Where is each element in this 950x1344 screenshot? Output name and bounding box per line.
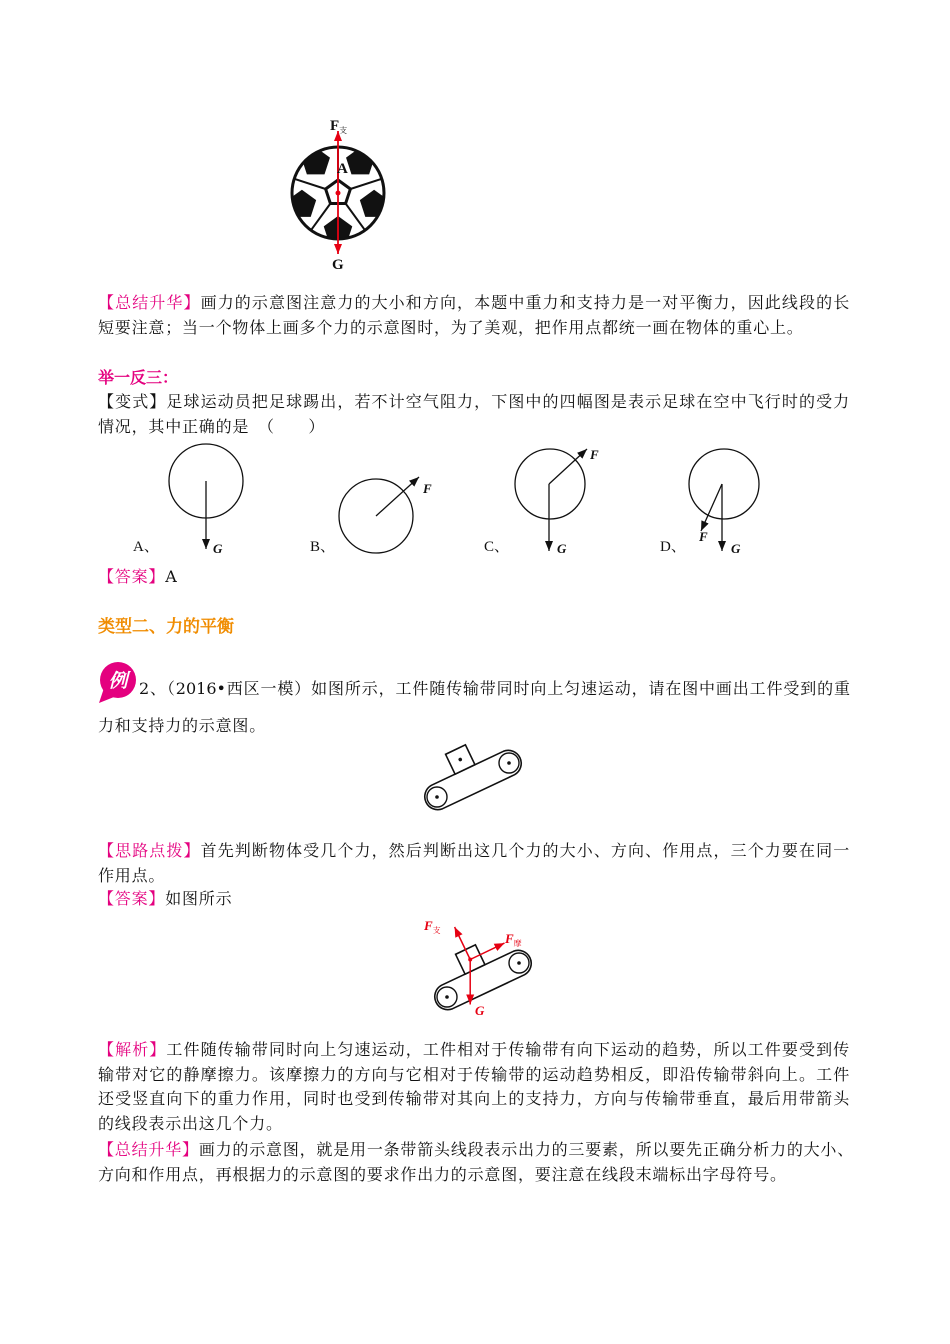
option-a-label: A、 (133, 539, 159, 555)
example-question-continued (98, 714, 850, 739)
example-line-1: 2、（2016•西区一模）如图所示，工件随传输带同时向上匀速运动，请在图中画出工件受到的重 (139, 679, 850, 698)
option-d-label: D、 (660, 539, 686, 555)
option-c-gravity-label: G (557, 541, 567, 556)
support-force-letter: F (330, 118, 340, 134)
summary-2-line-2: 方向和作用点，再根据力的示意图的要求作出力的示意图，要注意在线段末端标出字母符号。 (98, 1164, 787, 1184)
application-point (336, 191, 341, 196)
example-answer-text: 如图所示 (165, 889, 233, 908)
analysis-line-3: 还受竖直向下的重力作用，同时也受到传输带对其向上的支持力，方向与传输带垂直，最后用带箭头 (98, 1089, 850, 1109)
support-force-subscript: 支 (339, 126, 348, 135)
option-d-force-label: F (699, 529, 708, 544)
analysis-text-1: 工件随传输带同时向上匀速运动，工件相对于传输带有向下运动的趋势，所以工件要受到传 (166, 1040, 850, 1059)
variant-text-1: 足球运动员把足球踢出，若不计空气阻力，下图中的四幅图是表示足球在空中飞行时的受力 (166, 392, 850, 411)
variant-line-1 (98, 390, 850, 415)
variant-question (98, 390, 850, 439)
example-question (139, 677, 850, 702)
option-c-figure (515, 447, 599, 556)
support-force-letter: F (424, 918, 433, 933)
option-a-gravity-label: G (213, 541, 223, 556)
support-force-label (423, 918, 441, 935)
friction-force-label (504, 931, 522, 948)
soccer-ball-figure (286, 118, 390, 273)
summary-2-line-1 (98, 1138, 855, 1163)
analysis-label: 【解析】 (98, 1040, 167, 1059)
conveyor-roller-left-axle (445, 995, 449, 999)
variant-answer-text: A (165, 567, 178, 586)
summary-paragraph-1 (98, 291, 850, 340)
example-badge (99, 662, 136, 703)
variant-label: 【变式】 (98, 392, 167, 411)
analysis-paragraph (98, 1038, 850, 1137)
variant-line-2: 情况，其中正确的是 （ ） (98, 416, 326, 436)
option-d-figure (689, 449, 759, 556)
option-b-label: B、 (310, 539, 336, 555)
hint-text-1: 首先判断物体受几个力，然后判断出这几个力的大小、方向、作用点，三个力要在同一 (200, 841, 850, 860)
summary-1-line-2: 短要注意；当一个物体上画多个力的示意图时，为了美观，把作用点都统一画在物体的重心上。 (98, 317, 804, 337)
answer-label: 【答案】 (98, 889, 166, 908)
application-point (468, 958, 472, 962)
support-force-label (330, 118, 347, 135)
conveyor-roller-right-axle (517, 961, 521, 965)
hint-line-1 (98, 839, 850, 864)
friction-force-letter: F (505, 931, 514, 946)
conveyor-question-figure (425, 745, 521, 810)
conveyor-answer-figure (423, 918, 531, 1018)
summary-2-text-1: 画力的示意图，就是用一条带箭头线段表示出力的三要素，所以要先正确分析力的大小、 (198, 1140, 855, 1159)
option-d-force-arrow (701, 484, 722, 531)
analysis-line-1 (98, 1038, 850, 1063)
section-heading: 类型二、力的平衡 (98, 617, 234, 637)
summary-label: 【总结升华】 (98, 1140, 199, 1159)
summary-paragraph-2 (98, 1138, 855, 1187)
variant-answer (98, 565, 850, 590)
gravity-label: G (475, 1003, 485, 1018)
point-a-label: A (337, 161, 348, 177)
example-badge-text: 例 (108, 670, 128, 692)
summary-label: 【总结升华】 (98, 293, 201, 312)
example-line-2: 力和支持力的示意图。 (98, 716, 267, 735)
hint-paragraph (98, 839, 850, 888)
option-d-gravity-label: G (731, 541, 741, 556)
answer-label: 【答案】 (98, 567, 166, 586)
hint-label: 【思路点拨】 (98, 841, 201, 860)
option-d-ball (689, 449, 759, 519)
workpiece-block (446, 745, 475, 774)
option-c-force-label: F (590, 447, 599, 462)
analysis-line-4: 的线段表示出这几个力。 (98, 1114, 283, 1134)
example-answer (98, 887, 850, 912)
summary-1-line-1 (98, 291, 850, 316)
option-b-force-label: F (423, 481, 432, 496)
variant-answer-line (98, 565, 850, 590)
practice-heading: 举一反三： (98, 368, 179, 387)
analysis-line-2: 输带对它的静摩擦力。该摩擦力的方向与它相对于传输带的运动趋势相反，即沿传输带斜向上。工件 (98, 1064, 850, 1084)
support-force-subscript: 支 (432, 926, 441, 935)
gravity-label: G (332, 257, 344, 273)
option-c-label: C、 (484, 539, 510, 555)
example-answer-line (98, 887, 850, 912)
summary-1-text-1: 画力的示意图注意力的大小和方向，本题中重力和支持力是一对平衡力，因此线段的长 (200, 293, 850, 312)
option-c-ball (515, 449, 585, 519)
conveyor-roller-left-axle (435, 795, 439, 799)
hint-line-2: 作用点。 (98, 865, 166, 885)
friction-force-subscript: 摩 (513, 939, 522, 948)
conveyor-roller-right-axle (507, 761, 511, 765)
option-b-figure (339, 477, 432, 553)
option-a-figure (169, 444, 243, 556)
